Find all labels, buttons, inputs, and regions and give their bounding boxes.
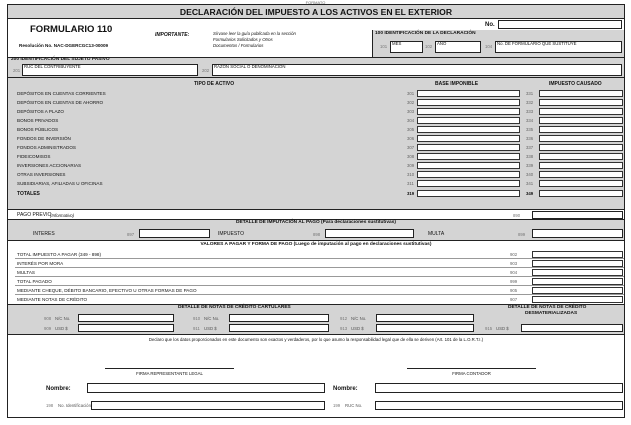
notas-cartulares-title: DETALLE DE NOTAS DE CRÉDITO CARTULARES (178, 305, 291, 310)
importante-line-1: Sírvase leer la guía publicada en la sección (213, 31, 296, 36)
activo-label: DEPÓSITOS A PLAZO (17, 109, 64, 114)
importante-label: IMPORTANTE: (155, 32, 190, 38)
impuesto-field[interactable] (539, 153, 623, 160)
header-tipo-activo: TIPO DE ACTIVO (194, 81, 235, 87)
valores-field[interactable] (532, 260, 623, 267)
firma-representante: FIRMA REPRESENTANTE LEGAL (136, 371, 203, 376)
activo-row (8, 152, 626, 161)
nc-label: N/C No. (204, 316, 220, 321)
interes-field[interactable] (139, 229, 210, 238)
valores-field[interactable] (532, 278, 623, 285)
activo-row (8, 179, 626, 188)
usd-number: 911 (193, 326, 200, 331)
sustituye-number: 104 (485, 44, 493, 49)
impuesto-field[interactable] (539, 90, 623, 97)
razon-label: RAZÓN SOCIAL O DENOMINACIÓN (214, 64, 286, 69)
multa-field[interactable] (532, 229, 623, 238)
base-field[interactable] (417, 90, 520, 97)
base-field[interactable] (417, 180, 520, 187)
totales-label: TOTALES (17, 191, 40, 197)
impuesto-number: 333 (526, 109, 534, 114)
sujeto-title: 200 IDENTIFICACIÓN DEL SUJETO PASIVO (11, 57, 110, 62)
nc-label: N/C No. (351, 316, 367, 321)
base-number: 309 (407, 163, 415, 168)
base-number: 305 (407, 127, 415, 132)
activo-row (8, 125, 626, 134)
valores-row (8, 250, 626, 258)
base-number: 310 (407, 172, 415, 177)
activo-label: BONOS PÚBLICOS (17, 127, 59, 132)
ident-label: No. Identificación (58, 403, 91, 408)
usd-amount-field[interactable] (376, 324, 474, 332)
usd-label: USD $ (351, 326, 364, 331)
valores-number: 903 (510, 260, 518, 266)
form-number-field[interactable] (498, 20, 622, 29)
pago-previo-number: 890 (513, 212, 521, 218)
usd-amount-field[interactable] (78, 324, 174, 332)
impuesto-number: 338 (526, 154, 534, 159)
base-field[interactable] (417, 126, 520, 133)
pago-previo-row (8, 209, 624, 219)
impuesto-number: 898 (313, 231, 321, 237)
valores-field[interactable] (532, 296, 623, 303)
totales-base-number: 319 (407, 191, 415, 196)
declaration-text: Declaro que los datos proporcionados en este documento son exactos y verdaderos, por lo que asumo la responsabilidad legal que de ella se deriven (Art. 101 de la L.O.R.T.I.) (148, 337, 484, 342)
header-impuesto-causado: IMPUESTO CAUSADO (549, 81, 602, 87)
razon-number: 202 (202, 68, 210, 73)
nombre-label-rep: Nombre: (46, 386, 71, 392)
impuesto-field[interactable] (539, 99, 623, 106)
usd-label: USD $ (55, 326, 68, 331)
totales-impuesto-number: 349 (526, 191, 534, 196)
activo-label: OTRAS INVERSIONES (17, 172, 66, 177)
valores-label: TOTAL PAGADO (17, 278, 52, 284)
valores-field[interactable] (532, 251, 623, 258)
base-number: 301 (407, 91, 415, 96)
nc-number: 908 (44, 316, 52, 321)
impuesto-number: 331 (526, 91, 534, 96)
valores-row (8, 277, 626, 285)
nc-number-field[interactable] (78, 314, 174, 322)
mes-number: 101 (380, 44, 388, 49)
usd-number: 909 (44, 326, 52, 331)
impuesto-imputacion-field[interactable] (325, 229, 414, 238)
impuesto-field[interactable] (539, 162, 623, 169)
valores-number: 999 (510, 278, 518, 284)
desmat-amount-field[interactable] (521, 324, 623, 332)
resolution-number: Resolución No. NAC-DGERCGC13-00009 (19, 43, 109, 48)
multa-label: MULTA (428, 231, 445, 237)
activo-label: BONOS PRIVADOS (17, 118, 59, 123)
nc-number: 910 (193, 316, 201, 321)
activo-row (8, 98, 626, 107)
base-field[interactable] (417, 153, 520, 160)
valores-row (8, 295, 626, 303)
form-title: DECLARACIÓN DEL IMPUESTO A LOS ACTIVOS EN EL EXTERIOR (179, 7, 453, 17)
valores-row (8, 268, 626, 276)
valores-number: 905 (510, 287, 518, 293)
valores-row (8, 286, 626, 294)
valores-label: MEDIANTE CHEQUE, DÉBITO BANCARIO, EFECTIVO U OTRAS FORMAS DE PAGO (17, 287, 197, 293)
totales-base-field[interactable] (417, 190, 520, 197)
activo-row (8, 161, 626, 170)
totales-row (8, 189, 626, 198)
impuesto-field[interactable] (539, 117, 623, 124)
mes-label: MES (392, 41, 402, 46)
base-number: 311 (407, 181, 414, 186)
interes-label: INTERES (33, 231, 55, 237)
activo-label: DEPÓSITOS EN CUENTAS DE AHORRO (17, 100, 104, 105)
ident-number: 198 (46, 403, 54, 408)
totales-impuesto-field[interactable] (539, 190, 623, 197)
impuesto-field[interactable] (539, 108, 623, 115)
base-number: 303 (407, 109, 415, 114)
importante-line-2: Formularios Solicitados y Otros (213, 37, 273, 42)
base-number: 308 (407, 154, 415, 159)
valores-label: MEDIANTE NOTAS DE CRÉDITO (17, 296, 88, 302)
base-number: 306 (407, 136, 415, 141)
nc-number-field[interactable] (376, 314, 474, 322)
form-name: FORMULARIO 110 (30, 24, 113, 35)
activo-label: FONDOS DE INVERSIÓN (17, 136, 71, 141)
declaracion-title: 100 IDENTIFICACIÓN DE LA DECLARACIÓN (375, 31, 476, 36)
base-field[interactable] (417, 135, 520, 142)
ruc-contador-field[interactable] (375, 401, 623, 410)
ruc-label: RUC DEL CONTRIBUYENTE (24, 64, 81, 69)
activo-row (8, 107, 626, 116)
impuesto-number: 335 (526, 127, 534, 132)
header-base-imponible: BASE IMPONIBLE (435, 81, 479, 87)
usd-label: USD $ (204, 326, 217, 331)
valores-title: VALORES A PAGAR Y FORMA DE PAGO (Luego de imputación al pago en declaraciones sustitutivas) (200, 242, 432, 247)
ruc-contador-label: RUC No. (345, 403, 363, 408)
impuesto-number: 336 (526, 136, 534, 141)
title-bar (8, 5, 624, 19)
impuesto-field[interactable] (539, 126, 623, 133)
valores-label: MULTAS (17, 269, 35, 275)
valores-field[interactable] (532, 287, 623, 294)
base-number: 307 (407, 145, 415, 150)
impuesto-number: 339 (526, 163, 534, 168)
valores-number: 904 (510, 269, 518, 275)
base-field[interactable] (417, 99, 520, 106)
pago-previo-field[interactable] (532, 211, 623, 219)
sustituye-label: No. DE FORMULARIO QUE SUSTITUYE (497, 41, 577, 46)
base-field[interactable] (417, 108, 520, 115)
nc-number-field[interactable] (229, 314, 329, 322)
signature-line-contador (407, 368, 536, 369)
valores-number: 902 (510, 251, 518, 257)
ruc-contador-number: 199 (333, 403, 341, 408)
importante-line-3: Documentos / Formularios (213, 43, 264, 48)
valores-number: 907 (510, 296, 518, 302)
valores-row (8, 259, 626, 267)
desmat-number: 915 (485, 326, 493, 331)
page-header: FORMATO (305, 0, 326, 5)
impuesto-number: 334 (526, 118, 534, 123)
ident-field[interactable] (91, 401, 325, 410)
base-number: 302 (407, 100, 415, 105)
notas-desmat-title-1: DETALLE DE NOTAS DE CRÉDITO (508, 305, 587, 310)
base-field[interactable] (417, 162, 520, 169)
base-field[interactable] (417, 171, 520, 178)
valores-field[interactable] (532, 269, 623, 276)
activo-row (8, 170, 626, 179)
desmat-label: USD $ (496, 326, 509, 331)
signature-line-rep (105, 368, 234, 369)
activo-label: FONDOS ADMINISTRADOS (17, 145, 76, 150)
impuesto-field[interactable] (539, 135, 623, 142)
anio-label: AÑO (437, 41, 447, 46)
impuesto-field[interactable] (539, 144, 623, 151)
notas-desmat-title-2: DESMATERIALIZADAS (525, 311, 578, 316)
base-number: 304 (407, 118, 415, 123)
impuesto-number: 341 (526, 181, 534, 186)
nombre-label-contador: Nombre: (333, 386, 358, 392)
activo-row (8, 143, 626, 152)
activo-row (8, 89, 626, 98)
nombre-rep-field[interactable] (87, 383, 325, 393)
firma-contador: FIRMA CONTADOR (452, 371, 491, 376)
base-field[interactable] (417, 117, 520, 124)
impuesto-number: 332 (526, 100, 534, 105)
impuesto-number: 337 (526, 145, 534, 150)
imputacion-title: DETALLE DE IMPUTACIÓN AL PAGO (Para declaraciones sustitutivas) (236, 220, 396, 225)
nc-label: N/C No. (55, 316, 71, 321)
pago-previo-label: PAGO PREVIO (17, 212, 52, 218)
valores-label: INTERÉS POR MORA (17, 260, 64, 266)
valores-label: TOTAL IMPUESTO A PAGAR (349 - 898) (17, 251, 101, 257)
pago-previo-note: (Informativo) (50, 212, 75, 218)
activo-row (8, 116, 626, 125)
impuesto-label: IMPUESTO (218, 231, 245, 237)
no-label: No. (485, 22, 495, 28)
usd-amount-field[interactable] (229, 324, 329, 332)
activo-label: FIDEICOMISOS (17, 154, 51, 159)
nc-number: 912 (340, 316, 348, 321)
base-field[interactable] (417, 144, 520, 151)
nombre-contador-field[interactable] (375, 383, 623, 393)
anio-number: 102 (425, 44, 433, 49)
usd-number: 913 (340, 326, 348, 331)
activo-label: DEPÓSITOS EN CUENTAS CORRIENTES (17, 91, 106, 96)
impuesto-field[interactable] (539, 180, 623, 187)
activo-row (8, 134, 626, 143)
impuesto-number: 340 (526, 172, 534, 177)
ruc-number: 201 (13, 68, 21, 73)
tax-form (7, 4, 625, 418)
impuesto-field[interactable] (539, 171, 623, 178)
multa-number: 899 (518, 231, 526, 237)
activo-label: INVERSIONES ACCIONARIAS (17, 163, 82, 168)
activo-label: SUBSIDIARIAS, AFILIADAS U OFICINAS (17, 181, 103, 186)
interes-number: 897 (127, 231, 135, 237)
